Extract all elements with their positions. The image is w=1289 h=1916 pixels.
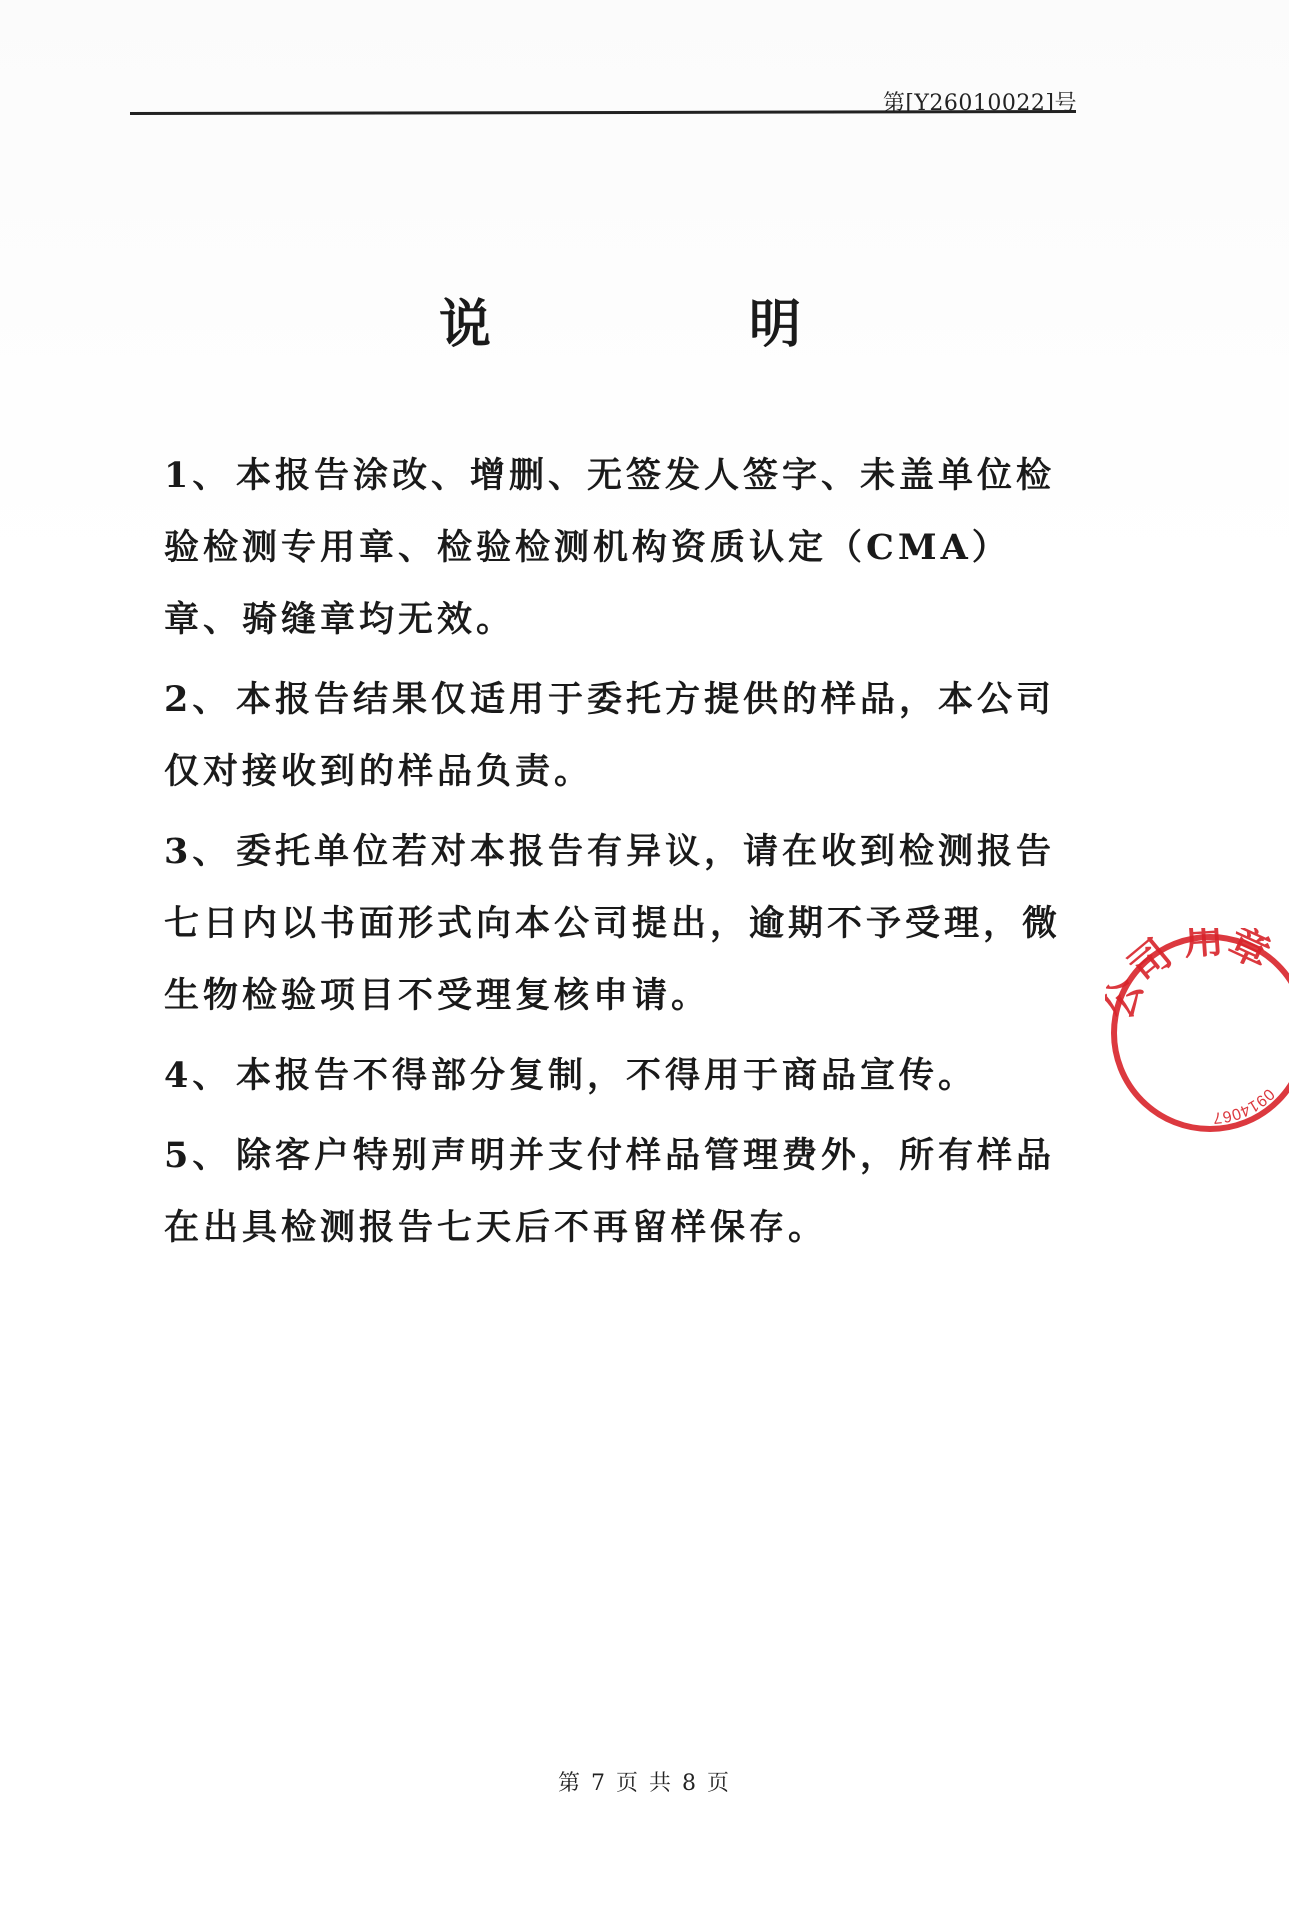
note-item-1 (164, 440, 1084, 656)
notes-list (164, 440, 1084, 1264)
note-number: 5、 (164, 1135, 232, 1176)
note-item-2 (164, 664, 1084, 808)
note-number: 4、 (164, 1055, 232, 1096)
note-text: 委托单位若对本报告有异议，请在收到检测报告七日内以书面形式向本公司提出，逾期不予受理，微生物检验项目不受理复核申请。 (164, 831, 1062, 1016)
note-number: 2、 (164, 679, 232, 720)
note-item-3 (164, 816, 1084, 1032)
svg-text:公司 用章 (1105, 928, 1277, 1026)
seal-serial: 0914067 (1212, 1084, 1278, 1127)
company-seal-stamp (1105, 928, 1289, 1138)
page-title: 说 明 (438, 294, 922, 355)
note-number: 1、 (164, 455, 232, 496)
note-text: 本报告结果仅适用于委托方提供的样品，本公司仅对接收到的样品负责。 (164, 679, 1056, 792)
note-text: 本报告涂改、增删、无签发人签字、未盖单位检验检测专用章、检验检测机构资质认定（CMA）章、骑缝章均无效。 (164, 455, 1056, 640)
note-number: 3、 (164, 831, 232, 872)
note-item-4 (164, 1040, 1084, 1112)
report-number: 第[Y26010022]号 (882, 91, 1077, 116)
seal-text: 司 用章 (1120, 928, 1277, 992)
seal-icon (1105, 928, 1289, 1138)
note-text: 除客户特别声明并支付样品管理费外，所有样品在出具检测报告七天后不再留样保存。 (164, 1135, 1056, 1248)
page-footer: 第 7 页 共 8 页 (558, 1771, 731, 1796)
note-item-5 (164, 1120, 1084, 1264)
svg-text:0914067 (1212, 1085, 1277, 1126)
note-text: 本报告不得部分复制，不得用于商品宣传。 (236, 1055, 978, 1096)
